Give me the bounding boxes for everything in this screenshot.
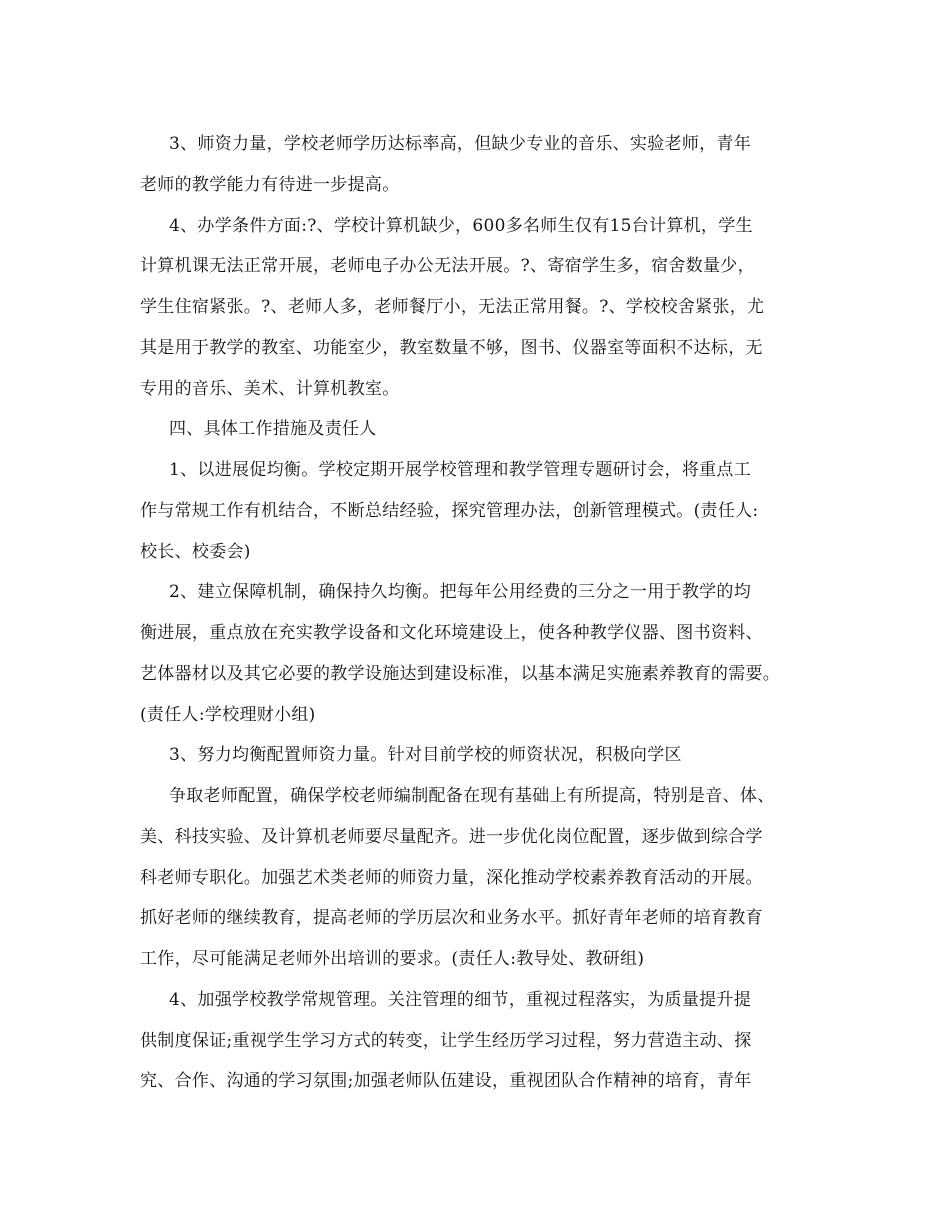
text-line: 争取老师配置，确保学校老师编制配备在现有基础上有所提高，特别是音、体、: [169, 786, 775, 806]
text-line: 究、合作、沟通的学习氛围;加强老师队伍建设，重视团队合作精神的培育，青年: [140, 1071, 752, 1091]
text-line: 作与常规工作有机结合，不断总结经验，探究管理办法，创新管理模式。(责任人:: [140, 501, 759, 521]
text-line: 衡进展，重点放在充实教学设备和文化环境建设上，使各种教学仪器、图书资料、: [140, 623, 763, 643]
text-line: 科老师专职化。加强艺术类老师的师资力量，深化推动学校素养教育活动的开展。: [140, 868, 763, 888]
text-line: 3、努力均衡配置师资力量。针对目前学校的师资状况，积极向学区: [169, 745, 682, 765]
text-line: 4、办学条件方面:?、学校计算机缺少，600多名师生仅有15台计算机，学生: [169, 216, 753, 236]
text-line: 供制度保证;重视学生学习方式的转变，让学生经历学习过程，努力营造主动、探: [140, 1031, 752, 1051]
text-line: 抓好老师的继续教育，提高老师的学历层次和业务水平。抓好青年老师的培育教育: [140, 908, 763, 928]
text-line: 艺体器材以及其它必要的教学设施达到建设标准，以基本满足实施素养教育的需要。: [140, 664, 781, 684]
text-line: 专用的音乐、美术、计算机教室。: [140, 379, 400, 399]
section-heading: 四、具体工作措施及责任人: [169, 419, 377, 439]
text-line: 美、科技实验、及计算机老师要尽量配齐。进一步优化岗位配置，逐步做到综合学: [140, 827, 763, 847]
text-line: 计算机课无法正常开展，老师电子办公无法开展。?、寄宿学生多，宿舍数量少，: [140, 256, 755, 276]
text-line: 老师的教学能力有待进一步提高。: [140, 175, 400, 195]
text-line: 工作，尽可能满足老师外出培训的要求。(责任人:教导处、教研组): [140, 949, 645, 969]
text-line: 1、以进展促均衡。学校定期开展学校管理和教学管理专题研讨会，将重点工: [169, 460, 752, 480]
text-line: 校长、校委会): [140, 542, 251, 562]
text-line: 学生住宿紧张。?、老师人多，老师餐厅小，无法正常用餐。?、学校校舍紧张，尤: [140, 297, 765, 317]
text-line: 3、师资力量，学校老师学历达标率高，但缺少专业的音乐、实验老师，青年: [169, 134, 752, 154]
text-line: 其是用于教学的教室、功能室少，教室数量不够，图书、仪器室等面积不达标，无: [140, 338, 763, 358]
text-line: 4、加强学校教学常规管理。关注管理的细节，重视过程落实，为质量提升提: [169, 990, 752, 1010]
text-line: (责任人:学校理财小组): [140, 705, 316, 725]
text-line: 2、建立保障机制，确保持久均衡。把每年公用经费的三分之一用于教学的均: [169, 582, 752, 602]
